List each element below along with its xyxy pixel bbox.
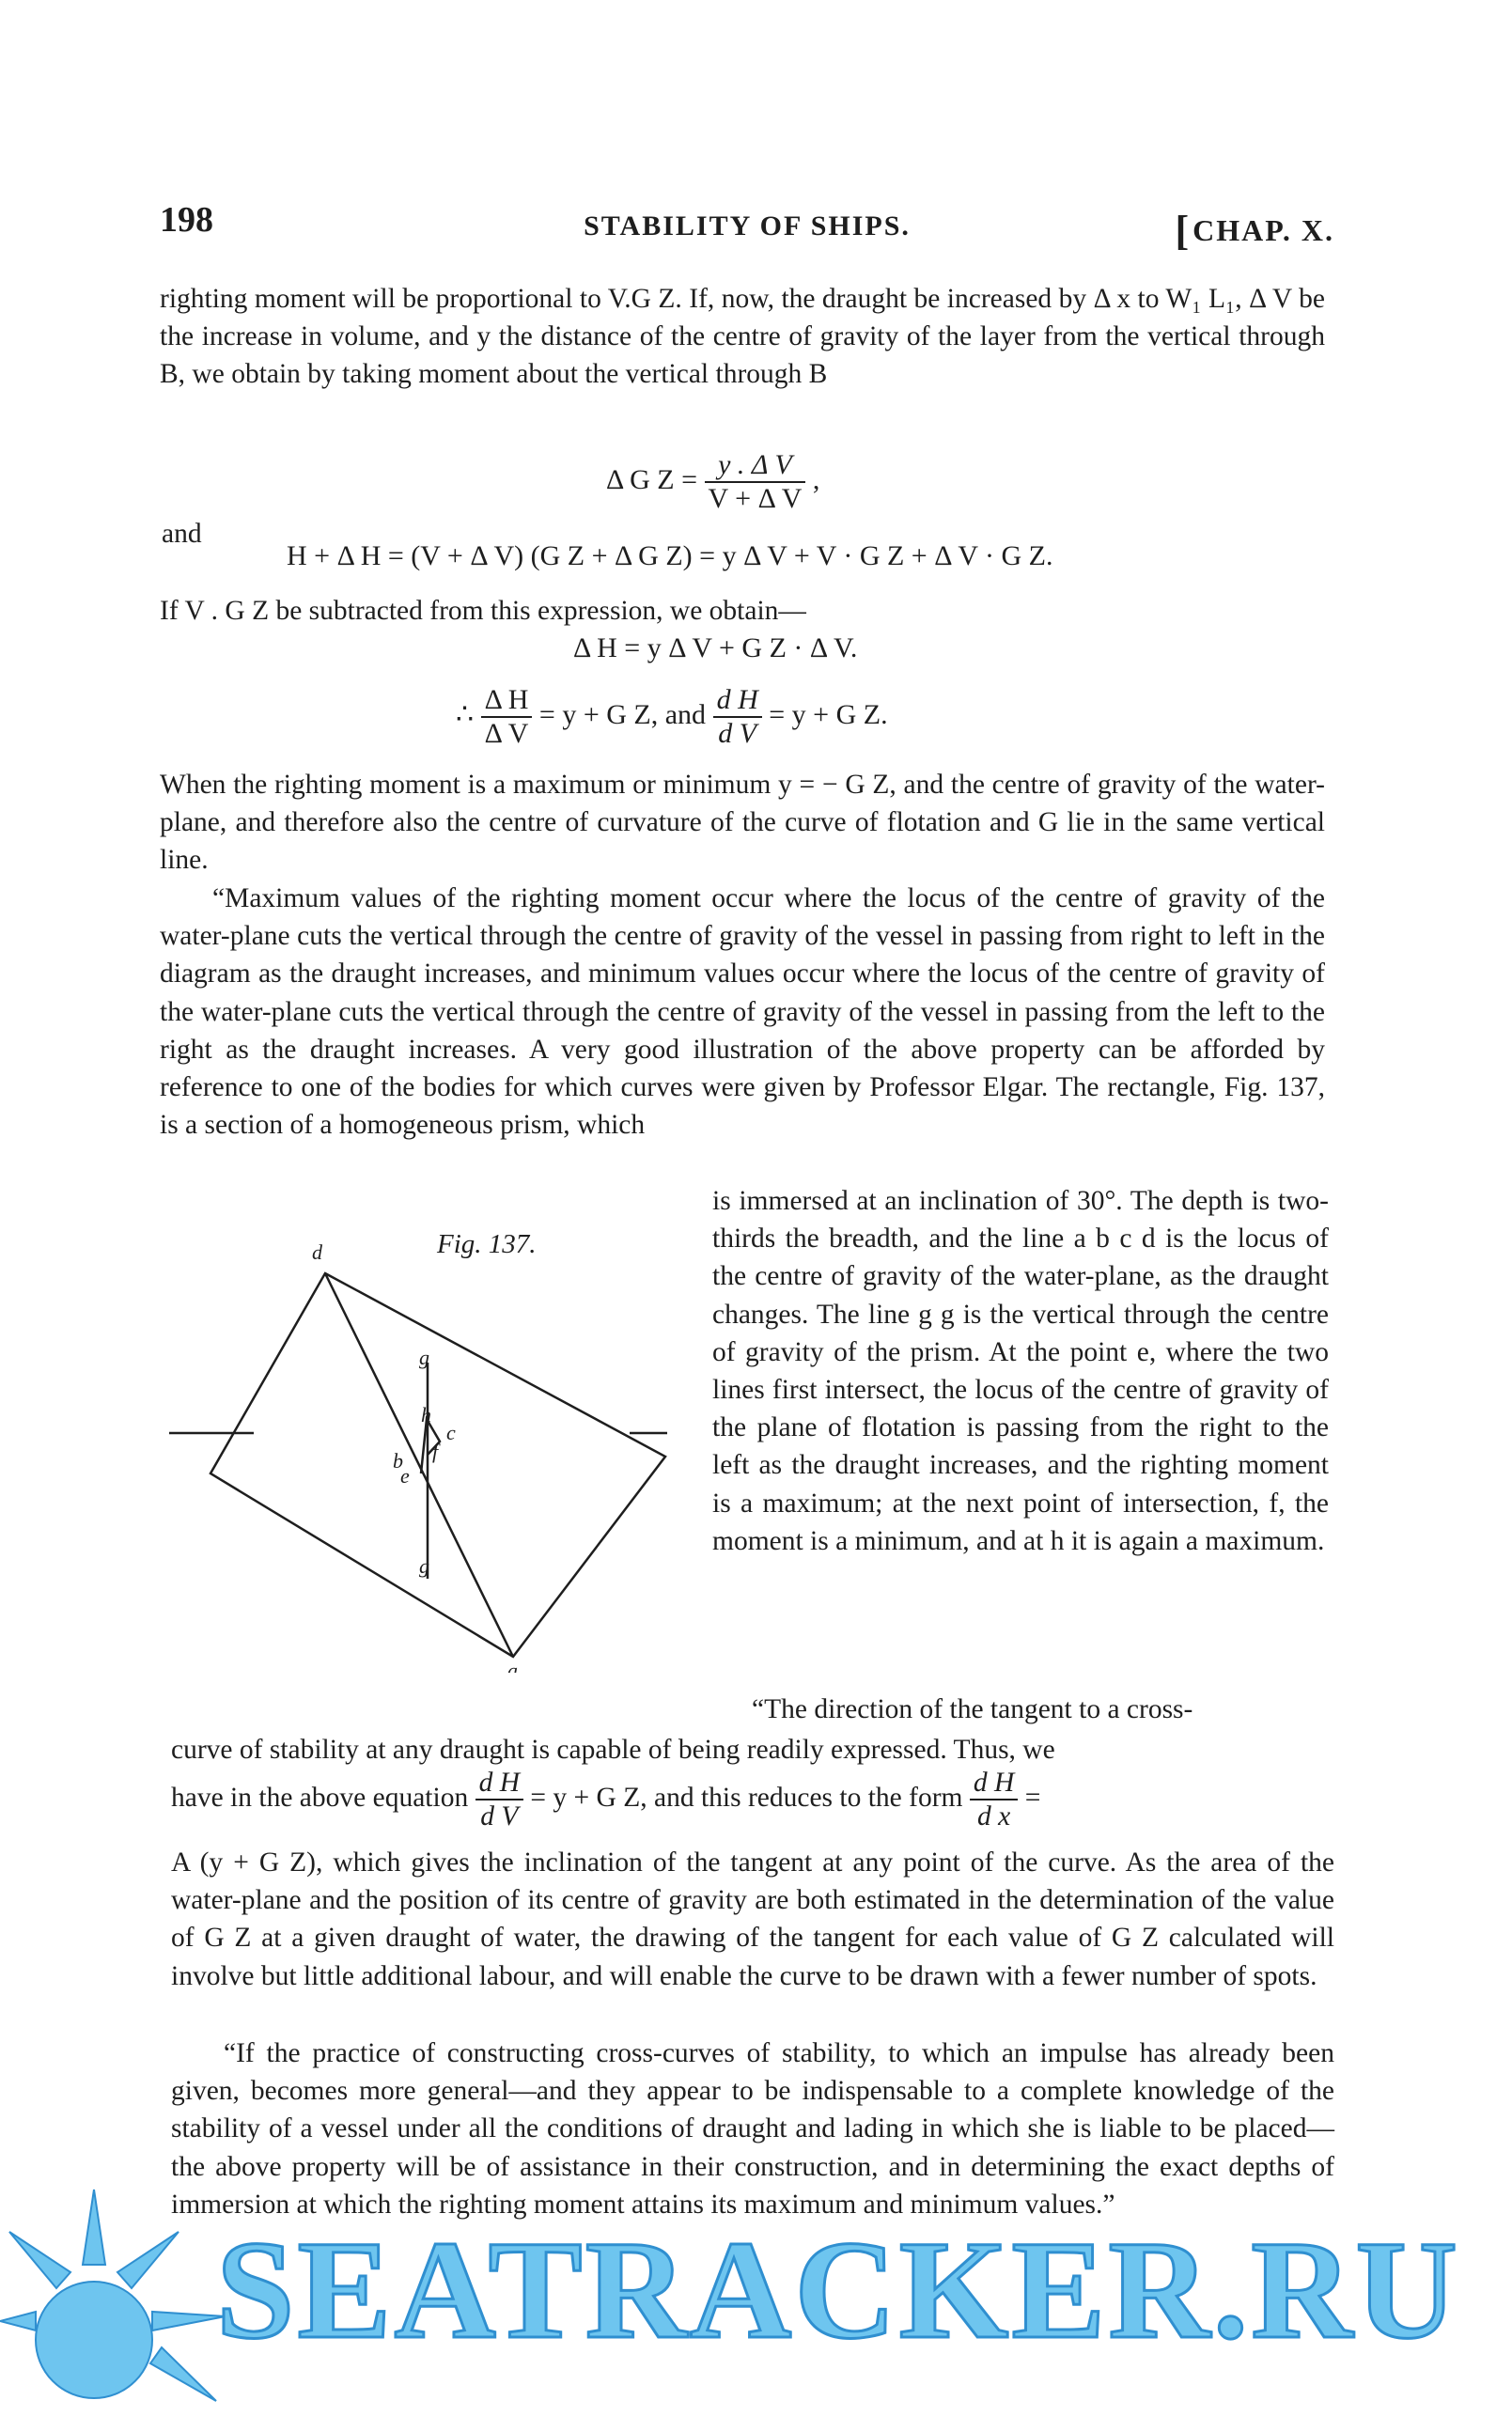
chapter-label: [ CHAP. X. [1176,203,1334,251]
prism-rectangle [210,1273,665,1657]
equation-h-delta-h: H + Δ H = (V + Δ V) (G Z + Δ G Z) = y Δ V + V · G Z + Δ V · G Z. [287,540,1053,571]
text-reduces-to-form: = y + G Z, and this reduces to the form [530,1782,963,1813]
paragraph-tangent-continued: A (y + G Z), which gives the inclination of the tangent at any point of the curve. As the area of the water-plane and the position of its centre of gravity are both estimated in the determination of the value of G Z at a given draught of water, the drawing of the tangent for each value of G Z calculated will involve but little additional labour, and will enable the curve to be drawn with a fewer number of spots. [171,1847,1334,1991]
equation-middle: = y + G Z, and [538,698,707,730]
paragraph-figure-description: is immersed at an inclination of 30°. The depth is two-thirds the breadth, and the line a b c d is the locus of the centre of gravity of the water-plane, as the draught changes. The line g g is the vertical through the centre of gravity of the prism. At the point e, where the two lines first intersect, the locus of the centre of gravity of the plane of flotation is passing from the right to the left as the draught increases, and the righting moment is a maximum; at the next point of intersection, f, the moment is a minimum, and at h it is again a maximum. [712,1186,1329,1556]
paragraph-maximum-minimum: When the righting moment is a maximum or minimum y = − G Z, and the centre of gravity of the water-plane, and therefore also the centre of curvature of the curve of flotation and G lie in the same vertical line. [160,770,1325,876]
page-header [160,199,1334,256]
paragraph-cross-curves: “If the practice of constructing cross-curves of stability, to which an impulse has already been given, becomes more general—and they appear to be indispensable to a complete knowledge of the stability of a vessel under all the conditions of draught and lading in which she is liable to be placed—the above property will be of assistance in their construction, and in determining the exact depths of immersion at which the righting moment attains its maximum and minimum values.” [171,2038,1334,2220]
paragraph-subtract: If V . G Z be subtracted from this expression, we obtain— [160,596,806,626]
fraction-numerator: d H [475,1767,523,1800]
equation-comma: , [812,463,820,495]
figure-137 [169,1203,695,1673]
running-title: STABILITY OF SHIPS. [584,210,911,242]
label-d: d [312,1240,322,1264]
paragraph-tangent-equation-line [171,1767,1334,1832]
text-have-in-equation: have in the above equation [171,1782,469,1813]
page-number: 198 [160,200,213,240]
label-g-top: g [419,1346,429,1369]
equation-delta-h: Δ H = y Δ V + G Z · Δ V. [573,632,858,663]
label-e: e [400,1464,410,1488]
fraction [713,684,762,750]
paragraph-maximum-values: “Maximum values of the righting moment occur where the locus of the centre of gravity of the water-plane cuts the vertical through the centre of gravity of the vessel in passing from right to left in the diagram as the draught increases, and minimum values occur where the locus of the centre of gravity of the water-plane cuts the vertical through the centre of gravity of the vessel in passing from the left to the right as the draught increases. A very good illustration of the above property can be afforded by reference to one of the bodies for which curves were given by Professor Elgar. The rectangle, Fig. 137, is a section of a homogeneous prism, which [160,883,1325,1141]
label-a: a [507,1659,518,1673]
paragraph-intro: righting moment will be proportional to V.G Z. If, now, the draught be increased by Δ x to W₁ L₁, Δ V be the increase in volume, and y the distance of the centre of gravity of the layer from the vertical through B, we obtain by taking moment about the vertical through B [160,284,1325,390]
fraction-numerator: d H [970,1767,1018,1800]
paragraph-tangent-start: “The direction of the tangent to a cross- [752,1694,1193,1724]
fraction [481,684,533,750]
fraction-denominator: d x [976,1801,1011,1831]
label-h: h [421,1403,431,1426]
figure-diagram [169,1203,695,1673]
watermark-text: SEATRACKER.RU [216,2212,1460,2368]
fraction-denominator: Δ V [484,718,529,749]
fraction-denominator: V + Δ V [708,483,803,514]
fraction-denominator: d V [480,1801,519,1831]
therefore-symbol: ∴ [456,698,475,730]
fraction-numerator: y . Δ V [705,449,806,483]
label-c: c [446,1421,456,1444]
equation-tail: = y + G Z. [769,698,888,730]
figure-caption: Fig. 137. [437,1229,537,1259]
fraction [475,1767,523,1832]
label-g-bottom: g [419,1554,429,1578]
equation-delta-gz [606,449,819,515]
equation-therefore [456,684,888,750]
fraction-numerator: Δ H [481,684,533,718]
fraction [705,449,806,515]
and-label: and [162,519,202,549]
label-b: b [393,1449,403,1473]
fraction-numerator: d H [713,684,762,718]
fraction-denominator: d V [718,718,757,749]
equation-lhs: Δ G Z = [606,463,698,495]
label-f: f [432,1440,439,1463]
fraction [970,1767,1018,1832]
equals-sign: = [1024,1782,1041,1813]
paragraph-tangent-line2: curve of stability at any draught is capable of being readily expressed. Thus, we [171,1735,1055,1765]
watermark [0,2161,1512,2416]
